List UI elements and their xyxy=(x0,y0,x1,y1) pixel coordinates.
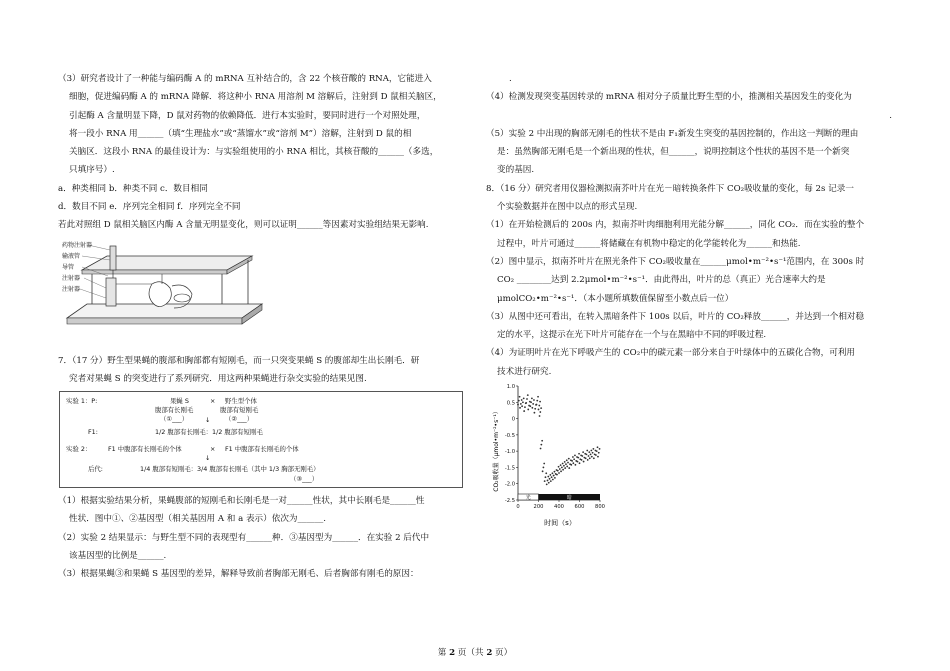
data-point xyxy=(566,459,568,461)
data-point xyxy=(534,412,536,414)
q7-1-line-2: 性状．图中①、②基因型（相关基因用 A 和 a 表示）依次为______. xyxy=(69,514,327,525)
data-point xyxy=(568,467,570,469)
data-point xyxy=(538,409,540,411)
data-point xyxy=(572,462,574,464)
exp1-label: 实验 1：P: xyxy=(66,397,98,405)
exp2-parent-b: F1 中腹部有长刚毛的个体 xyxy=(225,445,299,453)
data-point xyxy=(575,464,577,466)
data-point xyxy=(543,463,545,465)
q6-3-line-5: 关脑区．这段小 RNA 的最佳设计为：与实验组使用的小 RNA 相比，其核苷酸的______（多选， xyxy=(69,147,439,158)
data-point xyxy=(519,396,521,398)
data-point xyxy=(547,480,549,482)
parent-s-desc: 腹部有长刚毛 xyxy=(155,406,194,414)
genotype-2: （②___） xyxy=(225,415,254,423)
data-point xyxy=(544,480,546,482)
y-tick-label: 0.5 xyxy=(506,400,515,407)
q8-line-1: 8．（16 分）研究者用仪器检测拟南芥叶片在光－暗转换条件下 CO₂吸收量的变化，每 2s 记录一 xyxy=(486,183,854,194)
co2-chart xyxy=(490,378,620,528)
data-point xyxy=(541,440,543,442)
data-point xyxy=(574,454,576,456)
data-point xyxy=(549,474,551,476)
x-tick-label: 200 xyxy=(533,504,544,510)
data-point xyxy=(560,470,562,472)
data-point xyxy=(557,470,559,472)
data-point xyxy=(545,472,547,474)
q7-2-line-1: （2）实验 2 结果显示：与野生型不同的表现型有______种．③基因型为______．在实验 2 后代中 xyxy=(58,532,430,543)
data-point xyxy=(519,407,521,409)
q8-1-line-1: （1）在开始检测后的 200s 内，拟南芥叶肉细胞利用光能分解______，同化 CO₂．而在实验的整个 xyxy=(486,220,865,231)
data-point xyxy=(553,475,555,477)
q8-3-line-1: （3）从图中还可看出，在转入黑暗条件下 100s 以后，叶片的 CO₂释放______，并达到一个相对稳 xyxy=(486,311,865,322)
x-tick-label: 800 xyxy=(595,504,605,510)
data-point xyxy=(532,403,534,405)
y-tick-label: -1.0 xyxy=(504,449,515,456)
data-point xyxy=(561,467,563,469)
q8-3-line-2: 定的水平，这提示在光下叶片可能存在一个与在黑暗中不同的呼吸过程. xyxy=(497,330,767,341)
options-line-2: d．数目不同 e．序列完全相同 f．序列完全不同 xyxy=(58,202,241,213)
data-point xyxy=(588,455,590,457)
data-point xyxy=(577,461,579,463)
data-point xyxy=(520,403,522,405)
data-point xyxy=(540,407,542,409)
data-point xyxy=(523,410,525,412)
q7-5-line-3: 变的基因. xyxy=(497,165,535,176)
data-point xyxy=(527,409,529,411)
chart-y-label: CO₂吸收量（μmol•m⁻²•s⁻¹） xyxy=(493,408,500,492)
data-point xyxy=(521,399,523,401)
data-point xyxy=(565,463,567,465)
data-point xyxy=(539,401,541,403)
data-point xyxy=(598,452,600,454)
data-point xyxy=(536,400,538,402)
q7-3-line: （3）根据果蝇③和果蝇 S 基因型的差异，解释导致前者胸部无刚毛、后者胸部有刚毛的原因： xyxy=(58,569,419,580)
parent-s: 果蝇 S xyxy=(170,397,189,405)
data-point xyxy=(531,407,533,409)
data-point xyxy=(550,480,552,482)
q8-1-line-2: 过程中，叶片可通过______将储藏在有机物中稳定的化学能转化为______和热能. xyxy=(497,238,801,249)
data-point xyxy=(521,405,523,407)
arrow-2: ↓ xyxy=(205,454,211,462)
data-point xyxy=(543,467,545,469)
q7-line-2: 究者对果蝇 S 的突变进行了系列研究．用这两种果蝇进行杂交实验的结果见图. xyxy=(69,374,367,385)
chart-x-label: 时间（s） xyxy=(544,519,576,527)
q6-3-line-4: 将一段小 RNA 用______（填“生理盐水”或“蒸馏水”或“溶剂 M”）溶解，注射到 D 鼠的相 xyxy=(69,128,412,139)
light-label: 光 xyxy=(525,495,531,501)
data-point xyxy=(593,448,595,450)
q8-2-line-2: CO₂ ________达到 2.2μmol•m⁻²•s⁻¹．由此得出，叶片的总（真正）光合速率大约是 xyxy=(497,275,826,286)
data-point xyxy=(560,464,562,466)
f1-result: 1/2 腹部有长刚毛：1/2 腹部有短刚毛 xyxy=(155,428,263,436)
page-footer xyxy=(0,646,950,658)
data-point xyxy=(579,462,581,464)
genotype-1: （①___） xyxy=(160,415,189,423)
data-point xyxy=(538,405,540,407)
apparatus-figure xyxy=(62,238,272,338)
data-point xyxy=(529,405,531,407)
data-point xyxy=(587,459,589,461)
data-point xyxy=(585,457,587,459)
apparatus-label-5: 注射器 xyxy=(62,286,81,293)
data-point xyxy=(566,466,568,468)
data-point xyxy=(571,460,573,462)
apparatus-label-2: 输液管 xyxy=(62,253,81,260)
data-point xyxy=(530,401,532,403)
data-point xyxy=(542,470,544,472)
cross-diagram xyxy=(59,391,463,488)
q6-3-line-2: 细胞，促进编码酶 A 的 mRNA 降解．将这种小 RNA 用溶剂 M 溶解后，注射到 D 鼠相关脑区， xyxy=(69,92,442,103)
left-column xyxy=(58,70,466,235)
data-point xyxy=(588,451,590,453)
data-point xyxy=(568,458,570,460)
q8-2-line-1: （2）图中显示，拟南芥叶片在照光条件下 CO₂吸收量在______μmol•m⁻²•s⁻¹范围内，在 300s 时 xyxy=(486,256,865,267)
q7-5-line-1: （5）实验 2 中出现的胸部无刚毛的性状不是由 F₁新发生突变的基因控制的，作出这一判断的理由 xyxy=(486,128,859,139)
data-point xyxy=(551,476,553,478)
data-point xyxy=(547,476,549,478)
data-point xyxy=(552,479,554,481)
data-point xyxy=(581,455,583,457)
data-point xyxy=(559,468,561,470)
right-column xyxy=(486,70,896,381)
data-point xyxy=(563,465,565,467)
x-tick-label: 400 xyxy=(554,504,564,510)
q7-5-line-2: 是：虽然胸部无刚毛是一个新出现的性状，但______，说明控制这个性状的基因不是一个新突 xyxy=(497,147,850,158)
data-point xyxy=(546,483,548,485)
data-point xyxy=(593,457,595,459)
f1-label: F1: xyxy=(88,428,98,436)
q6-3-line-3: 引起酶 A 含量明显下降，D 鼠对药物的依赖降低．进行本实验时，要同时进行一个对照处理， xyxy=(69,110,426,121)
q8-2-line-3: μmolCO₂•m⁻²•s⁻¹．（本小题所填数值保留至小数点后一位） xyxy=(497,293,734,304)
q7-1-line-1: （1）根据实验结果分析，果蝇腹部的短刚毛和长刚毛是一对______性状，其中长刚毛是______性 xyxy=(58,496,425,506)
options-line-1: a．种类相同 b．种类不同 c．数目相同 xyxy=(58,183,208,194)
data-point xyxy=(556,474,558,476)
q7-4-line-2: . xyxy=(889,110,892,121)
q7-questions xyxy=(58,492,466,583)
data-point xyxy=(522,401,524,403)
data-point xyxy=(573,458,575,460)
x-tick-label: 0 xyxy=(516,504,520,510)
y-tick-label: 1.0 xyxy=(506,384,515,390)
data-point xyxy=(562,463,564,465)
q6-3-line-1: （3）研究者设计了一种能与编码酶 A 的 mRNA 互补结合的，含 22 个核苷酸的 RNA，它能进入 xyxy=(58,74,432,84)
data-point xyxy=(590,454,592,456)
y-tick-label: -2.0 xyxy=(504,481,515,488)
data-point xyxy=(540,444,542,446)
data-point xyxy=(526,398,528,400)
data-point xyxy=(589,457,591,459)
data-point xyxy=(527,394,529,396)
exp2-label: 实验 2： xyxy=(66,445,92,453)
q8-4-line-1: （4）为证明叶片在光下呼吸产生的 CO₂中的碳元素一部分来自于叶绿体中的五碳化合物，可利用 xyxy=(486,348,856,359)
footer-total-pages: 2 xyxy=(486,648,493,658)
q8-4-line-2: 技术进行研究. xyxy=(497,366,552,377)
data-point xyxy=(548,482,550,484)
arrow-1: ↓ xyxy=(205,416,211,424)
data-point xyxy=(586,450,588,452)
data-point xyxy=(525,402,527,404)
data-point xyxy=(572,456,574,458)
data-point xyxy=(586,454,588,456)
data-point xyxy=(583,461,585,463)
data-point xyxy=(549,478,551,480)
right-dot: . xyxy=(509,74,512,84)
y-tick-label: -2.5 xyxy=(504,498,515,504)
data-point xyxy=(554,477,556,479)
data-point xyxy=(564,467,566,469)
footer-post: 页） xyxy=(492,648,513,658)
apparatus-label-4: 注射器 xyxy=(62,275,81,282)
q7-2-line-2: 该基因型的比例是______. xyxy=(69,550,167,561)
data-point xyxy=(578,453,580,455)
x-tick-label: 600 xyxy=(574,504,585,510)
data-point xyxy=(545,476,547,478)
data-point xyxy=(539,411,541,413)
footer-current-page: 2 xyxy=(449,648,456,658)
offspring-label: 后代: xyxy=(88,465,103,473)
q7-block xyxy=(58,352,466,389)
cross-sign-2: × xyxy=(210,445,216,453)
data-point xyxy=(562,469,564,471)
q7-line-1: 7．（17 分）野生型果蝇的腹部和胸部都有短刚毛，而一只突变果蝇 S 的腹部却生出长刚毛．研 xyxy=(58,356,420,366)
data-point xyxy=(570,464,572,466)
data-point xyxy=(524,406,526,408)
apparatus-label-1: 药物注射器 xyxy=(62,242,93,249)
parent-wild-desc: 腹部有短刚毛 xyxy=(220,406,259,414)
footer-pre: 第 xyxy=(437,648,450,658)
offspring-result: 1/4 腹部有短刚毛：3/4 腹部有长刚毛（其中 1/3 胸部无刚毛） xyxy=(140,465,320,473)
cross-sign-1: × xyxy=(210,397,216,405)
data-point xyxy=(523,397,525,399)
data-point xyxy=(539,415,541,417)
data-point xyxy=(581,459,583,461)
data-point xyxy=(558,472,560,474)
data-point xyxy=(554,471,556,473)
data-point xyxy=(577,457,579,459)
data-point xyxy=(567,462,569,464)
exp2-parent-a: F1 中腹部有长刚毛的个体 xyxy=(108,445,182,453)
y-tick-label: 0 xyxy=(511,416,515,423)
genotype-3: （③___） xyxy=(290,475,319,483)
data-point xyxy=(592,452,594,454)
data-point xyxy=(540,448,542,450)
data-point xyxy=(518,400,520,402)
footer-mid: 页（共 xyxy=(455,648,487,658)
q8-line-2: 个实验数据并在图中以点的形式呈现. xyxy=(497,202,638,213)
data-point xyxy=(517,404,519,406)
data-point xyxy=(599,448,601,450)
q6-tail: 若此对照组 D 鼠相关脑区内酶 A 含量无明显变化，则可以证明______等因素对实验组结果无影响. xyxy=(58,220,429,231)
data-point xyxy=(597,446,599,448)
data-point xyxy=(597,456,599,458)
data-point xyxy=(537,396,539,398)
dark-label: 暗 xyxy=(566,495,572,501)
y-tick-label: -0.5 xyxy=(504,432,515,439)
data-point xyxy=(534,408,536,410)
data-point xyxy=(533,399,535,401)
q7-4-line-1: （4）检测发现突变基因转录的 mRNA 相对分子质量比野生型的小，推测相关基因发生的变化为 xyxy=(486,92,852,103)
data-point xyxy=(596,450,598,452)
q6-3-line-6: 只填序号）. xyxy=(69,165,115,176)
apparatus-label-3: 导管 xyxy=(62,264,75,271)
data-point xyxy=(558,466,560,468)
data-point xyxy=(595,454,597,456)
data-point xyxy=(564,461,566,463)
data-point xyxy=(531,397,533,399)
data-point xyxy=(590,450,592,452)
data-point xyxy=(582,451,584,453)
parent-wild: 野生型个体 xyxy=(225,397,257,405)
data-point xyxy=(536,404,538,406)
data-point xyxy=(591,456,593,458)
y-tick-label: -1.5 xyxy=(504,465,515,472)
data-point xyxy=(552,472,554,474)
